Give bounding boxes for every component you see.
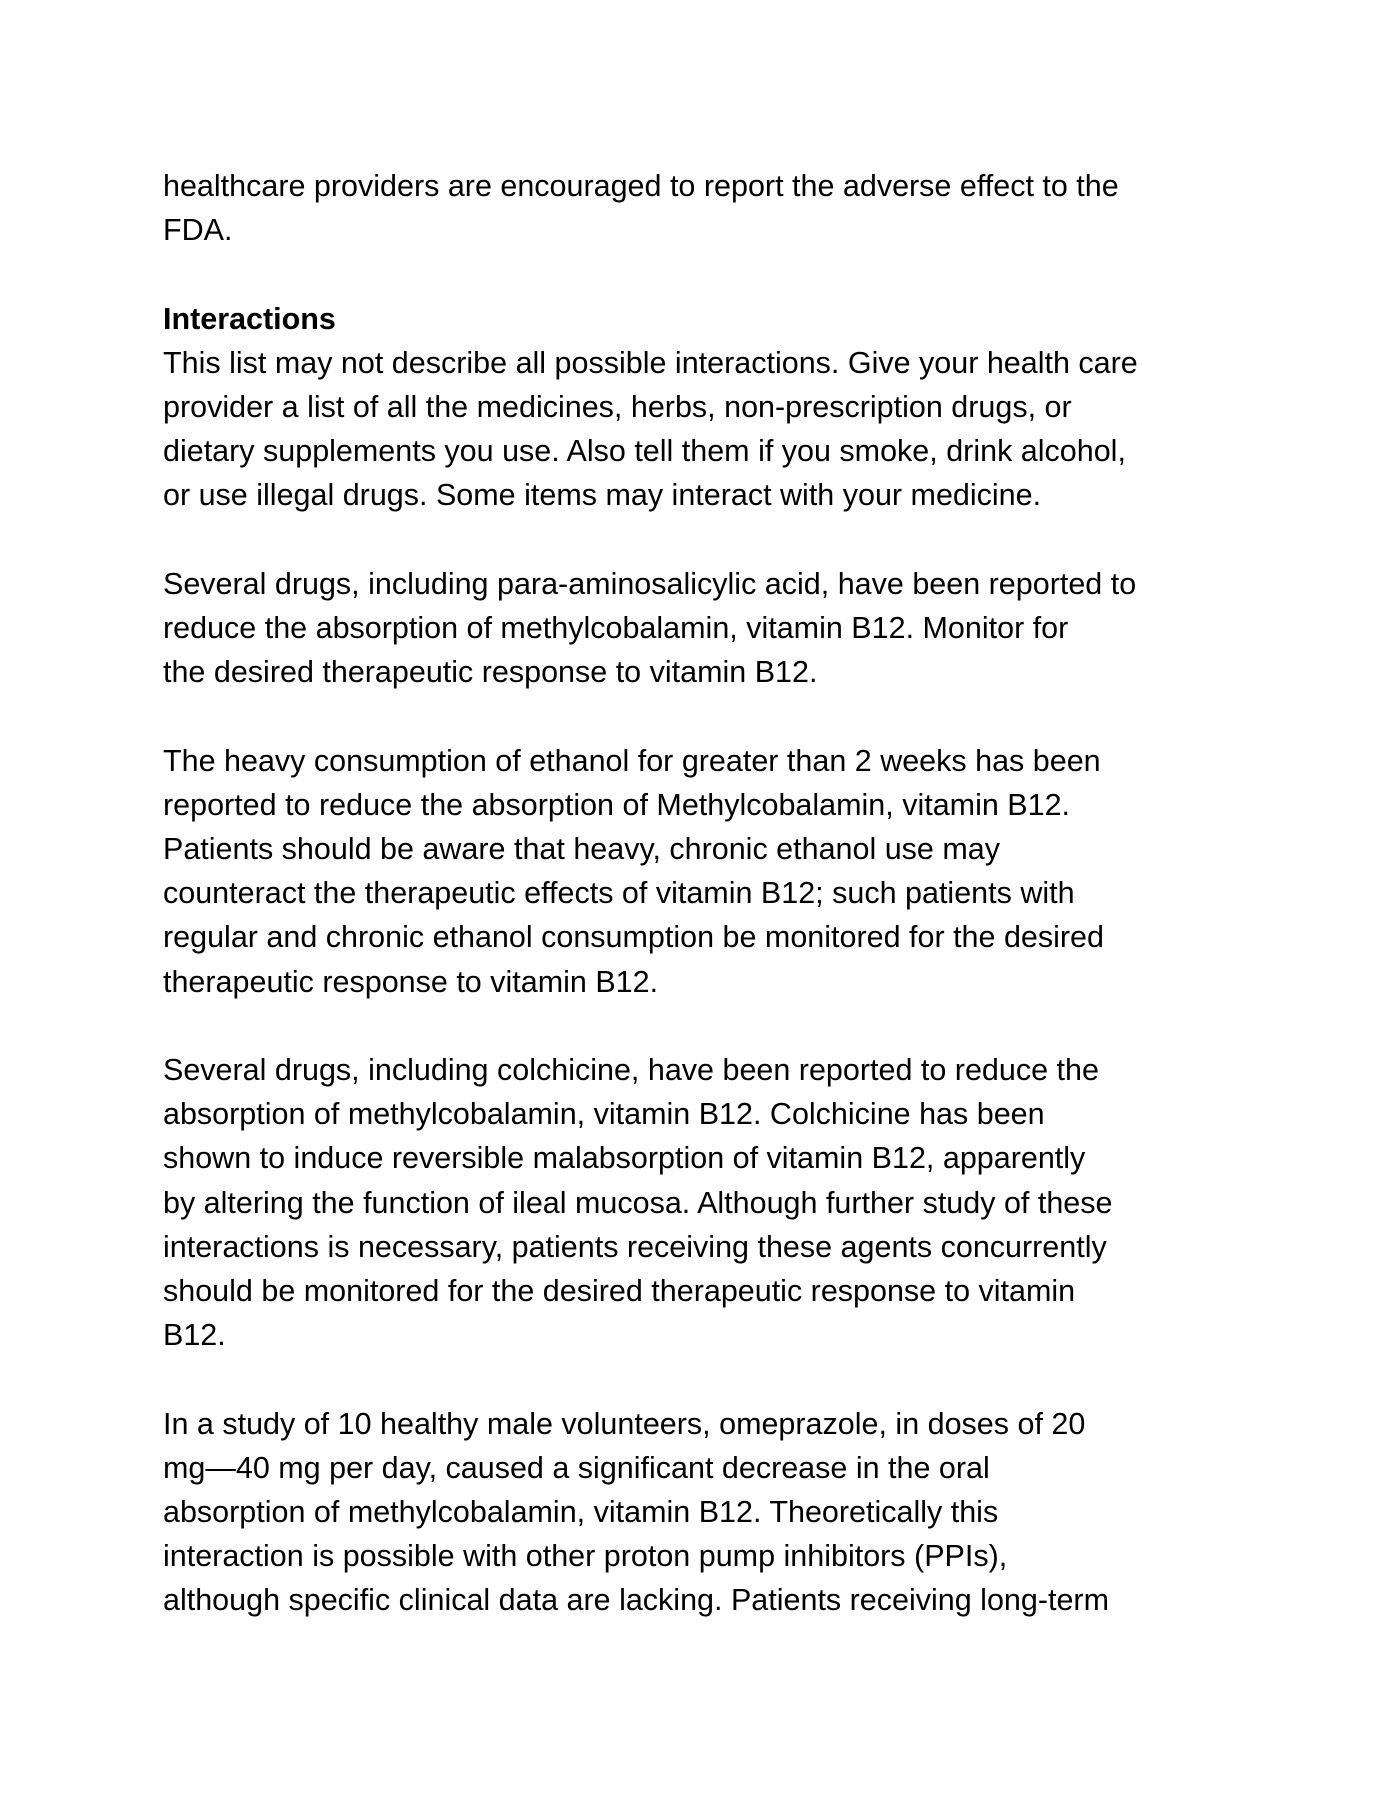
text-line: although specific clinical data are lacking. Patients receiving long-term <box>163 1583 1109 1618</box>
paragraph-gap <box>163 518 1233 562</box>
text-line: healthcare providers are encouraged to report the adverse effect to the <box>163 169 1119 203</box>
text-line: dietary supplements you use. Also tell them if you smoke, drink alcohol, <box>163 434 1126 469</box>
text-line: shown to induce reversible malabsorption of vitamin B12, apparently <box>163 1141 1086 1176</box>
text-line: interactions is necessary, patients receiving these agents concurrently <box>163 1229 1107 1264</box>
text-line: In a study of 10 healthy male volunteers, omeprazole, in doses of 20 <box>163 1406 1086 1441</box>
text-line: mg—40 mg per day, caused a significant decrease in the oral <box>163 1450 990 1485</box>
text-line: reported to reduce the absorption of Methylcobalamin, vitamin B12. <box>163 787 1071 822</box>
paragraph-gap <box>163 1004 1233 1048</box>
text-line: Several drugs, including colchicine, have been reported to reduce the <box>163 1053 1099 1087</box>
text-line: interaction is possible with other proton pump inhibitors (PPIs), <box>163 1539 1008 1574</box>
text-line: regular and chronic ethanol consumption be monitored for the desired <box>163 920 1104 955</box>
text-line: The heavy consumption of ethanol for greater than 2 weeks has been <box>163 743 1101 778</box>
paragraph-gap <box>163 252 1233 296</box>
text-line: reduce the absorption of methylcobalamin, vitamin B12. Monitor for <box>163 611 1069 645</box>
text-line: Several drugs, including para-aminosalicylic acid, have been reported to <box>163 566 1137 601</box>
paragraph-colchicine <box>163 1048 1233 1357</box>
paragraph-ethanol <box>163 739 1233 1004</box>
text-line: or use illegal drugs. Some items may interact with your medicine. <box>163 478 1042 513</box>
text-line: FDA. <box>163 213 233 248</box>
text-line: B12. <box>163 1318 226 1353</box>
paragraph-interactions-disclaimer <box>163 341 1233 518</box>
text-line: the desired therapeutic response to vitamin B12. <box>163 655 818 690</box>
intro-paragraph <box>163 164 1233 252</box>
paragraph-gap <box>163 1357 1233 1401</box>
text-line: absorption of methylcobalamin, vitamin B12. Theoretically this <box>163 1495 999 1530</box>
text-line: therapeutic response to vitamin B12. <box>163 964 659 999</box>
text-line: counteract the therapeutic effects of vitamin B12; such patients with <box>163 876 1075 911</box>
section-heading: Interactions <box>163 301 336 336</box>
text-line: Patients should be aware that heavy, chronic ethanol use may <box>163 832 1000 866</box>
paragraph-omeprazole <box>163 1402 1233 1623</box>
paragraph-gap <box>163 694 1233 738</box>
document-page <box>163 164 1233 1623</box>
paragraph-para-aminosalicylic-acid <box>163 562 1233 695</box>
text-line: This list may not describe all possible interactions. Give your health care <box>163 345 1138 380</box>
text-line: by altering the function of ileal mucosa. Although further study of these <box>163 1185 1113 1220</box>
text-line: provider a list of all the medicines, herbs, non-prescription drugs, or <box>163 390 1072 424</box>
text-line: should be monitored for the desired therapeutic response to vitamin <box>163 1274 1076 1309</box>
text-line: absorption of methylcobalamin, vitamin B12. Colchicine has been <box>163 1097 1045 1132</box>
